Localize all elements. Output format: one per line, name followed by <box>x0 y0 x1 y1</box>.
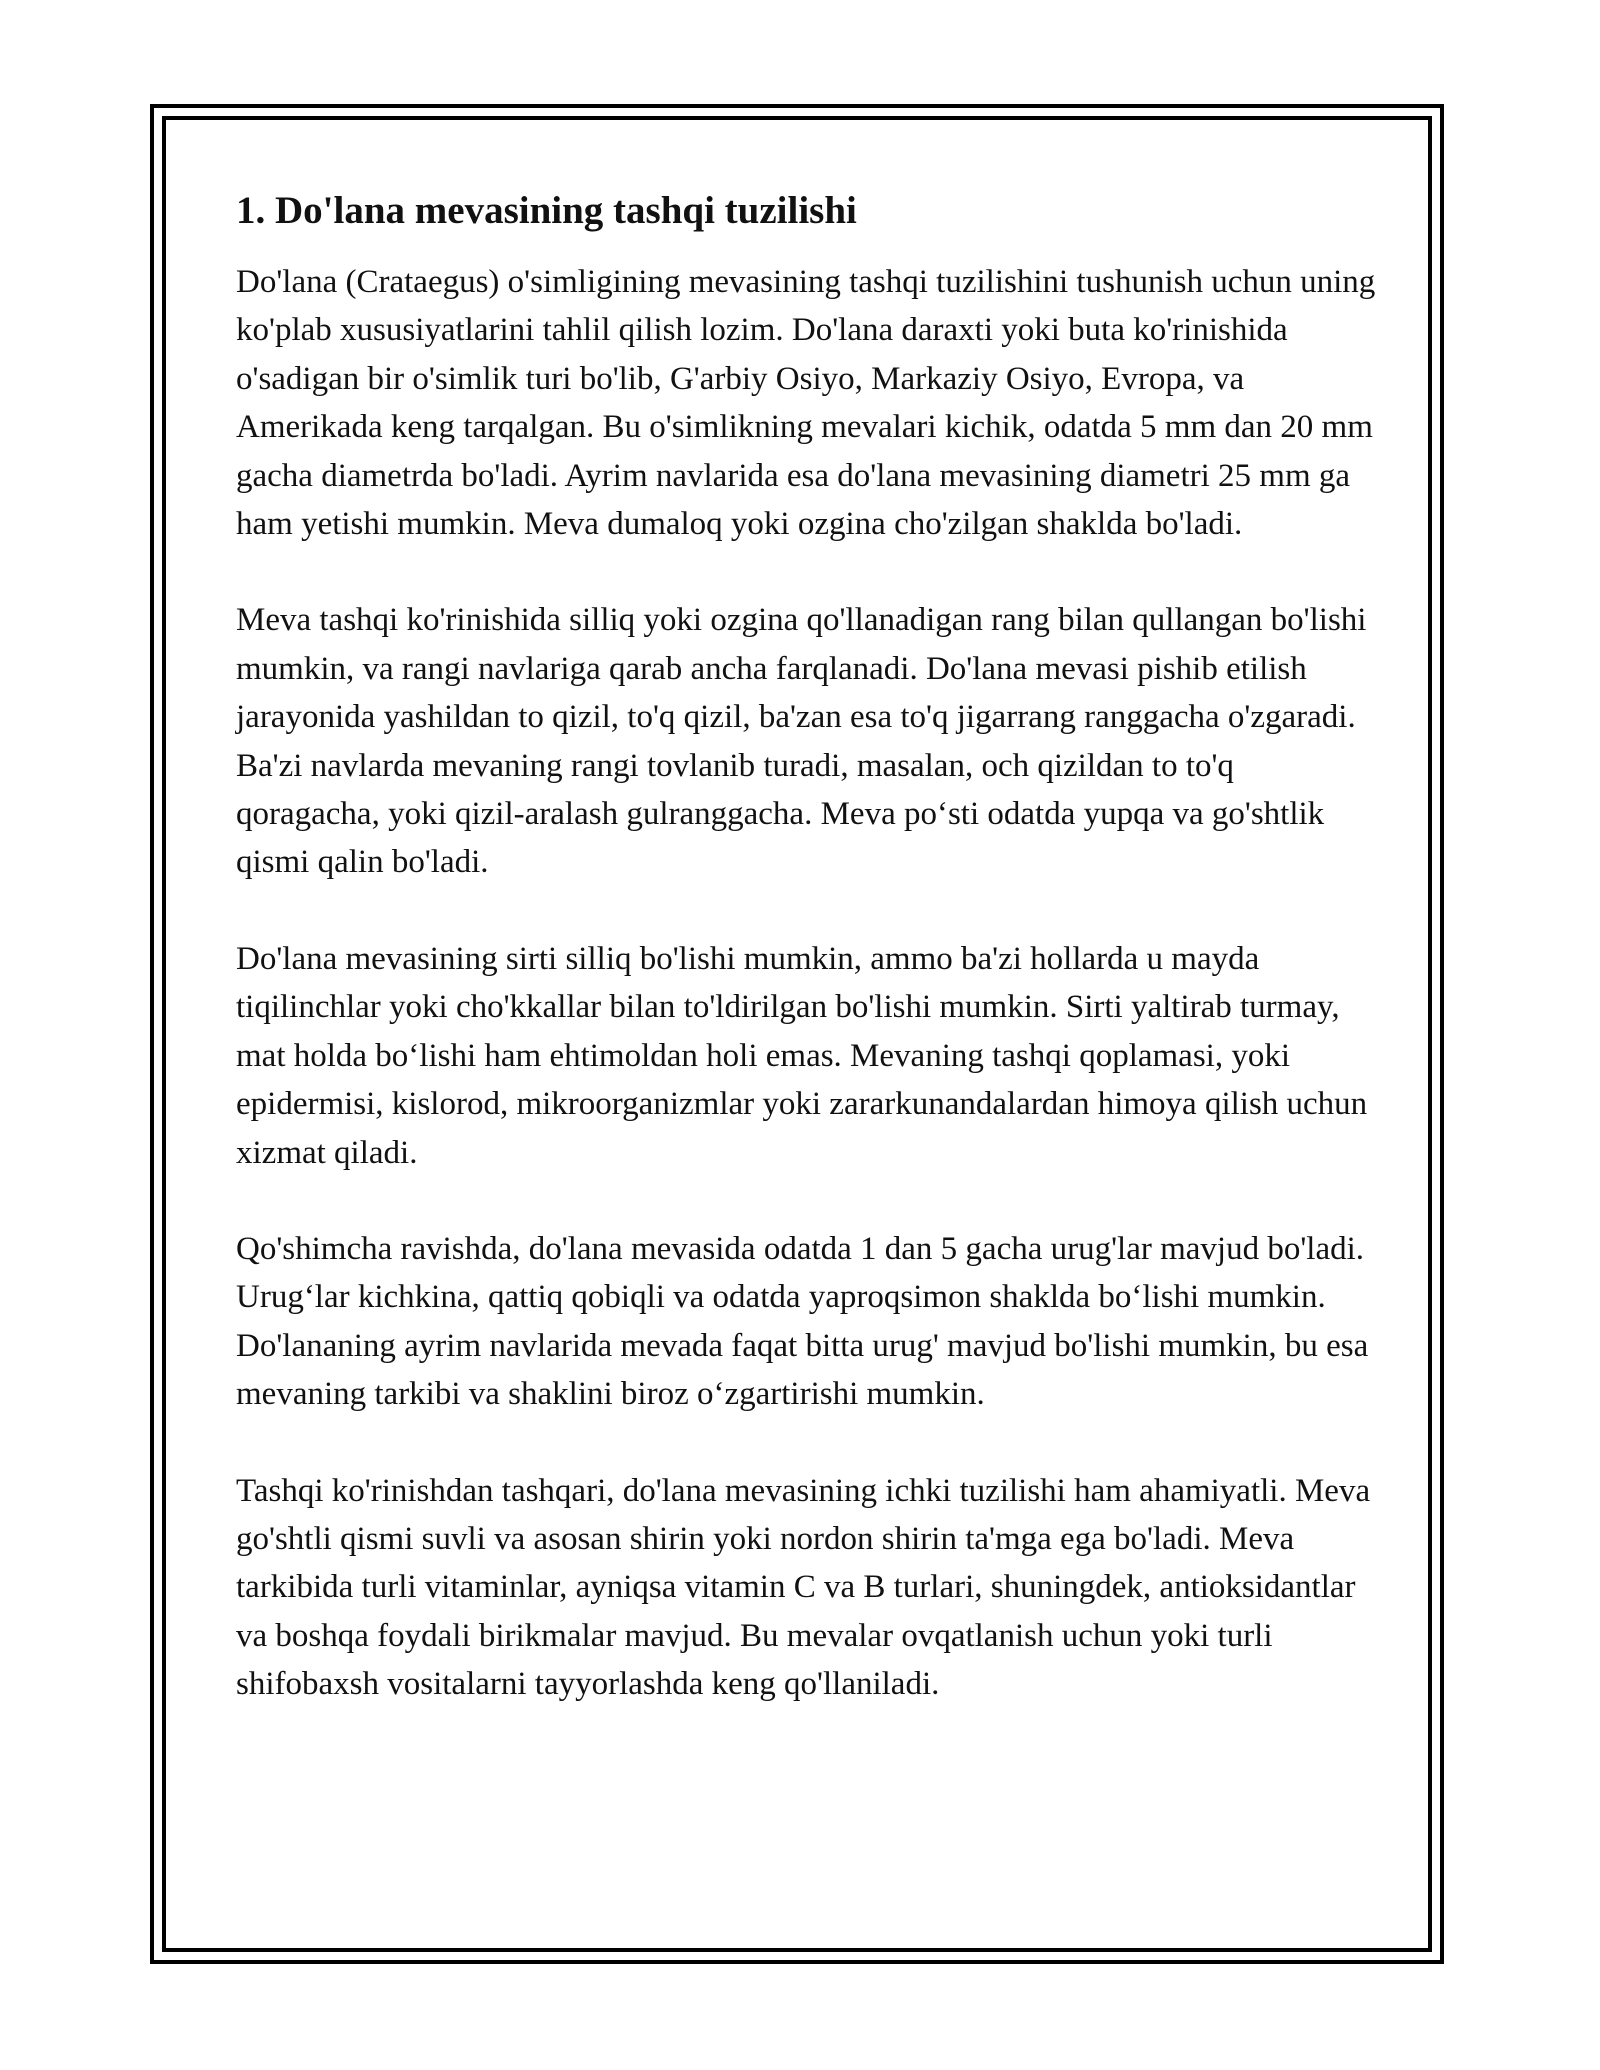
paragraph-1: Do'lana (Crataegus) o'simligining mevasining tashqi tuzilishini tushunish uchun uning ko'plab xususiyatlarini tahlil qilish lozim. Do'lana daraxti yoki buta ko'rinishida o'sadigan bir o'simlik turi bo'lib, G'arbiy Osiyo, Markaziy Osiyo, Evropa, va Amerikada keng tarqalgan. Bu o'simlikning mevalari kichik, odatda 5 mm dan 20 mm gacha diametrda bo'ladi. Ayrim navlarida esa do'lana mevasining diametri 25 mm ga ham yetishi mumkin. Meva dumaloq yoki ozgina cho'zilgan shaklda bo'ladi. <box>236 264 1376 543</box>
paragraph-3: Do'lana mevasining sirti silliq bo'lishi mumkin, ammo ba'zi hollarda u mayda tiqilinchlar yoki cho'kkallar bilan to'ldirilgan bo'lishi mumkin. Sirti yaltirab turmay, mat holda bo‘lishi ham ehtimoldan holi emas. Mevaning tashqi qoplamasi, yoki epidermisi, kislorod, mikroorganizmlar yoki zararkunandalardan himoya qilish uchun xizmat qiladi. <box>236 940 1368 1171</box>
paragraph-2: Meva tashqi ko'rinishida silliq yoki ozgina qo'llanadigan rang bilan qullangan bo'lishi mumkin, va rangi navlariga qarab ancha farqlanadi. Do'lana mevasi pishib etilish jarayonida yashildan to qizil, to'q qizil, ba'zan esa to'q jigarrang ranggacha o'zgaradi. Ba'zi navlarda mevaning rangi tovlanib turadi, masalan, och qizildan to to'q qoragacha, yoki qizil-aralash gulranggacha. Meva po‘sti odatda yupqa va go'shtlik qismi qalin bo'ladi. <box>236 602 1367 881</box>
section-heading: 1. Do'lana mevasining tashqi tuzilishi <box>236 189 857 232</box>
paragraph-4: Qo'shimcha ravishda, do'lana mevasida odatda 1 dan 5 gacha urug'lar mavjud bo'ladi. Urug‘lar kichkina, qattiq qobiqli va odatda yaproqsimon shaklda bo‘lishi mumkin. Do'lananing ayrim navlarida mevada faqat bitta urug' mavjud bo'lishi mumkin, bu esa mevaning tarkibi va shaklini biroz o‘zgartirishi mumkin. <box>236 1230 1369 1413</box>
document-body <box>236 186 1376 1757</box>
paragraph-5: Tashqi ko'rinishdan tashqari, do'lana mevasining ichki tuzilishi ham ahamiyatli. Meva go'shtli qismi suvli va asosan shirin yoki nordon shirin ta'mga ega bo'ladi. Meva tarkibida turli vitaminlar, ayniqsa vitamin C va B turlari, shuningdek, antioksidantlar va boshqa foydali birikmalar mavjud. Bu mevalar ovqatlanish uchun yoki turli shifobaxsh vositalarni tayyorlashda keng qo'llaniladi. <box>236 1472 1371 1703</box>
